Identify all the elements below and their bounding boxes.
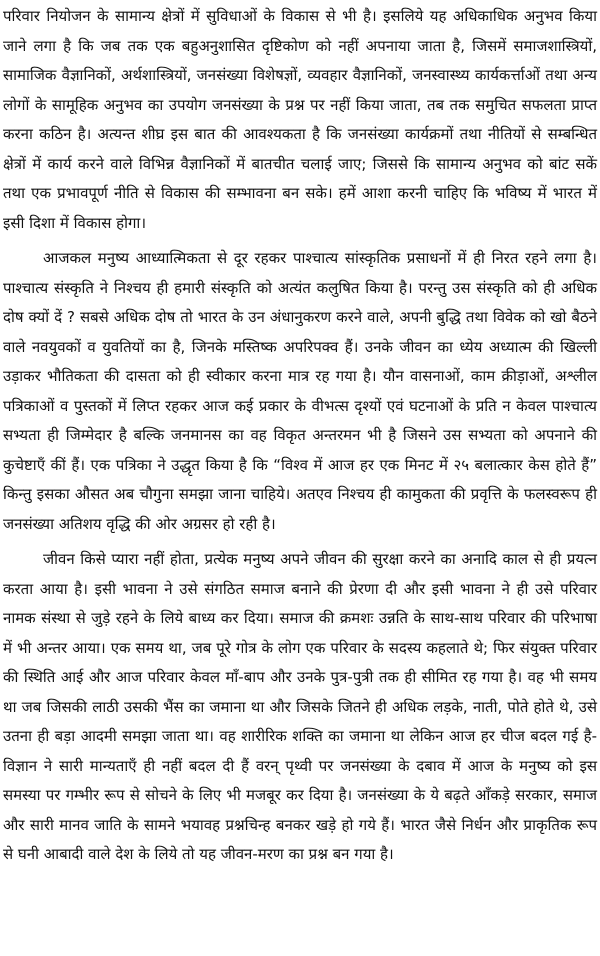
- paragraph-family-planning: परिवार नियोजन के सामान्य क्षेत्रों में सुविधाओं के विकास से भी है। इसलिये यह अधिकाधिक अनुभव किया जाने लगा है कि जब तक एक बहुअनुशासित दृष्टिकोण को नहीं अपनाया जाता है, जिसमें समाजशास्त्रियों, सामाजिक वैज्ञानिकों, अर्थशास्त्रियों, जनसंख्या विशेषज्ञों, व्यवहार वैज्ञानिकों, जनस्वास्थ्य कार्यकर्त्ताओं तथा अन्य लोगों के सामूहिक अनुभव का उपयोग जनसंख्या के प्रश्न पर नहीं किया जाता, तब तक समुचित सफलता प्राप्त करना कठिन है। अत्यन्त शीघ्र इस बात की आवश्यकता है कि जनसंख्या कार्यक्रमों तथा नीतियों से सम्बन्धित क्षेत्रों में कार्य करने वाले विभिन्न वैज्ञानिकों में बातचीत चलाई जाए; जिससे कि सामान्य अनुभव को बांट सकें तथा एक प्रभावपूर्ण नीति से विकास की सम्भावना बन सके। हमें आशा करनी चाहिए कि भविष्य में भारत में इसी दिशा में विकास होगा।: [3, 7, 597, 232]
- paragraph-western-culture: आजकल मनुष्य आध्यात्मिकता से दूर रहकर पाश्चात्य सांस्कृतिक प्रसाधनों में ही निरत रहने लगा है। पाश्चात्य संस्कृति ने निश्चय ही हमारी संस्कृति को अत्यंत कलुषित किया है। परन्तु उस संस्कृति को ही अधिक दोष क्यों दें ? सबसे अधिक दोष तो भारत के उन अंधानुकरण करने वाले, अपनी बुद्धि तथा विवेक को खो बैठने वाले नवयुवकों व युवतियों का है, जिनके मस्तिष्क अपरिपक्व हैं। उनके जीवन का ध्येय अध्यात्म की खिल्ली उड़ाकर भौतिकता की दासता को ही स्वीकार करना मात्र रह गया है। यौन वासनाओं, काम क्रीड़ाओं, अश्लील पत्रिकाओं व पुस्तकों में लिप्त रहकर आज कई प्रकार के वीभत्स दृश्यों एवं घटनाओं के प्रति न केवल पाश्चात्य सभ्यता ही जिम्मेदार है बल्कि जनमानस का वह विकृत अन्तरमन भी है जिसने उस सभ्यता को अपनाने की कुचेष्टाएँ कीं हैं। एक पत्रिका ने उद्धृत किया है कि “विश्व में आज हर एक मिनट में २५ बलात्कार केस होते हैं” किन्तु इसका औसत अब चौगुना समझा जाना चाहिये। अतएव निश्चय ही कामुकता की प्रवृत्ति के फलस्वरूप ही जनसंख्या अतिशय वृद्धि की ओर अग्रसर हो रही है।: [3, 249, 597, 533]
- paragraph-life-and-family: जीवन किसे प्यारा नहीं होता, प्रत्येक मनुष्य अपने जीवन की सुरक्षा करने का अनादि काल से ही प्रयत्न करता आया है। इसी भावना ने उसे संगठित समाज बनाने की प्रेरणा दी और इसी भावना ने ही उसे परिवार नामक संस्था से जुड़े रहने के लिये बाध्य कर दिया। समाज की क्रमशः उन्नति के साथ-साथ परिवार की परिभाषा में भी अन्तर आया। एक समय था, जब पूरे गोत्र के लोग एक परिवार के सदस्य कहलाते थे; फिर संयुक्त परिवार की स्थिति आई और आज परिवार केवल माँ-बाप और उनके पुत्र-पुत्री तक ही सीमित रह गया है। वह भी समय था जब जिसकी लाठी उसकी भैंस का जमाना था और जिसके जितने ही अधिक लड़के, नाती, पोते होते थे, उसे उतना ही बड़ा आदमी समझा जाता था। वह शारीरिक शक्ति का जमाना था लेकिन आज हर चीज बदल गई है- विज्ञान ने सारी मान्यताएँ ही नहीं बदल दी हैं वरन् पृथ्वी पर जनसंख्या के दबाव में आज के मनुष्य को इस समस्या पर गम्भीर रूप से सोचने के लिए भी मजबूर कर दिया है। जनसंख्या के ये बढ़ते आँकड़े सरकार, समाज और सारी मानव जाति के सामने भयावह प्रश्नचिन्ह बनकर खड़े हो गये हैं। भारत जैसे निर्धन और प्राकृतिक रूप से घनी आबादी वाले देश के लिये तो यह जीवन-मरण का प्रश्न बन गया है।: [3, 550, 597, 863]
